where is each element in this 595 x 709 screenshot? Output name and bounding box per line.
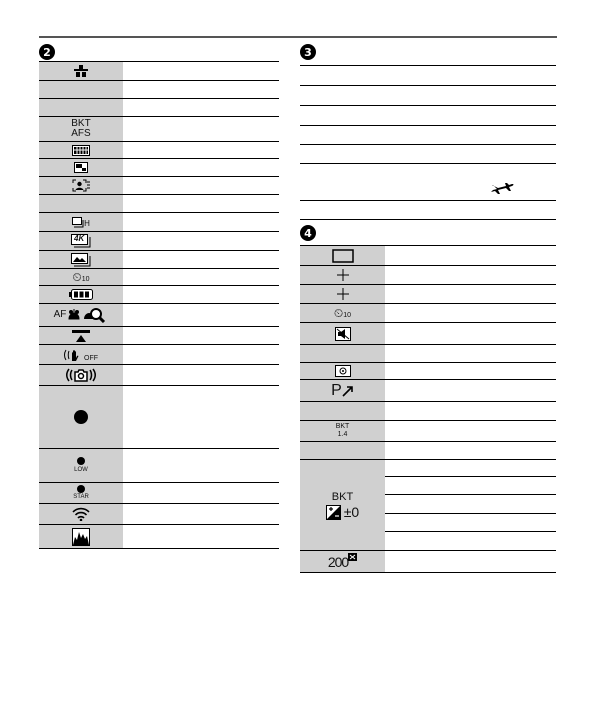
table-row [300, 441, 556, 459]
wifi-icon [39, 504, 123, 524]
rule [300, 144, 556, 145]
table-row [39, 285, 279, 303]
histogram-icon [39, 525, 123, 548]
table-row [300, 459, 556, 550]
table-row [300, 265, 556, 284]
rule [300, 65, 556, 66]
rule [300, 125, 556, 126]
post-focus-icon [39, 251, 123, 268]
burst-h-icon: H [39, 213, 123, 231]
section-2 [39, 43, 279, 549]
empty-cell-1 [39, 81, 123, 98]
table-row [300, 322, 556, 344]
section-2-table [39, 61, 279, 549]
table-row [39, 80, 279, 98]
star-dot-icon: STAR [39, 483, 123, 503]
empty-cell-5 [300, 402, 385, 420]
iso-200-icon: 200 [300, 551, 385, 572]
rule [300, 219, 556, 220]
top-rule [39, 36, 557, 38]
rule [385, 513, 556, 514]
table-row [39, 268, 279, 285]
rule [300, 105, 556, 106]
table-row [39, 303, 279, 326]
section-4 [300, 224, 556, 573]
section-4-header [300, 224, 556, 242]
bkt-exposure-icon: BKT ±0 [300, 460, 385, 550]
bkt-aperture-icon: BKT 1.4 [300, 421, 385, 441]
picture-size-icon [39, 159, 123, 176]
rule [385, 494, 556, 495]
table-row [39, 231, 279, 250]
metering-icon [300, 363, 385, 379]
table-row [39, 524, 279, 548]
4k-photo-icon: 4K [39, 232, 123, 250]
section-3-header [300, 43, 556, 61]
table-row [39, 364, 279, 385]
section-4-table [300, 245, 556, 573]
table-row [39, 116, 279, 141]
table-row [39, 212, 279, 231]
section-3 [300, 43, 556, 237]
empty-cell-4 [300, 345, 385, 362]
table-row [39, 176, 279, 194]
table-row [300, 401, 556, 420]
empty-cell-6 [300, 442, 385, 459]
table-row [300, 420, 556, 441]
section-3-badge: 3 [300, 44, 316, 60]
rule [300, 85, 556, 86]
table-row [39, 98, 279, 116]
section-4-badge: 4 [300, 225, 316, 241]
bkt-afs-icon: BKT AFS [39, 117, 123, 141]
section-2-header [39, 43, 279, 61]
mute-icon [300, 323, 385, 344]
program-shift-icon: P [300, 380, 385, 401]
self-timer-10-icon: ⏲ 10 [300, 304, 385, 322]
level-gauge-icon [39, 327, 123, 344]
table-row [39, 250, 279, 268]
af-area-frame-icon [300, 246, 385, 265]
crosshair-icon-2 [300, 285, 385, 303]
section-3-lines [300, 61, 556, 237]
self-timer-10-icon: ⏲ 10 [39, 269, 123, 285]
stabilizer-off-icon: OFF [39, 345, 123, 364]
aspect-grid-icon [39, 142, 123, 158]
table-row [39, 503, 279, 524]
rule [300, 200, 556, 201]
recording-dot-icon [39, 386, 123, 448]
table-row [39, 326, 279, 344]
table-row [39, 482, 279, 503]
rule [385, 531, 556, 532]
shake-warning-icon [39, 365, 123, 385]
table-row [39, 141, 279, 158]
table-row [39, 385, 279, 448]
rule [385, 476, 556, 477]
photo-style-icon [39, 62, 123, 80]
table-row [300, 379, 556, 401]
table-row [300, 550, 556, 572]
table-row [39, 344, 279, 364]
empty-cell-2 [39, 99, 123, 116]
empty-cell-3 [39, 195, 123, 212]
section-2-badge: 2 [39, 44, 55, 60]
table-row [39, 194, 279, 212]
table-row [300, 284, 556, 303]
table-row [300, 303, 556, 322]
table-row [300, 344, 556, 362]
crosshair-icon-1 [300, 266, 385, 284]
table-row [39, 61, 279, 80]
low-dot-icon: LOW [39, 449, 123, 482]
airplane-icon [490, 183, 516, 202]
face-detect-icon [39, 177, 123, 194]
battery-icon [39, 286, 123, 303]
table-row [39, 158, 279, 176]
table-row [300, 245, 556, 265]
table-row [39, 448, 279, 482]
af-macro-icon: AF [39, 304, 123, 326]
table-row [300, 362, 556, 379]
rule [300, 163, 556, 164]
